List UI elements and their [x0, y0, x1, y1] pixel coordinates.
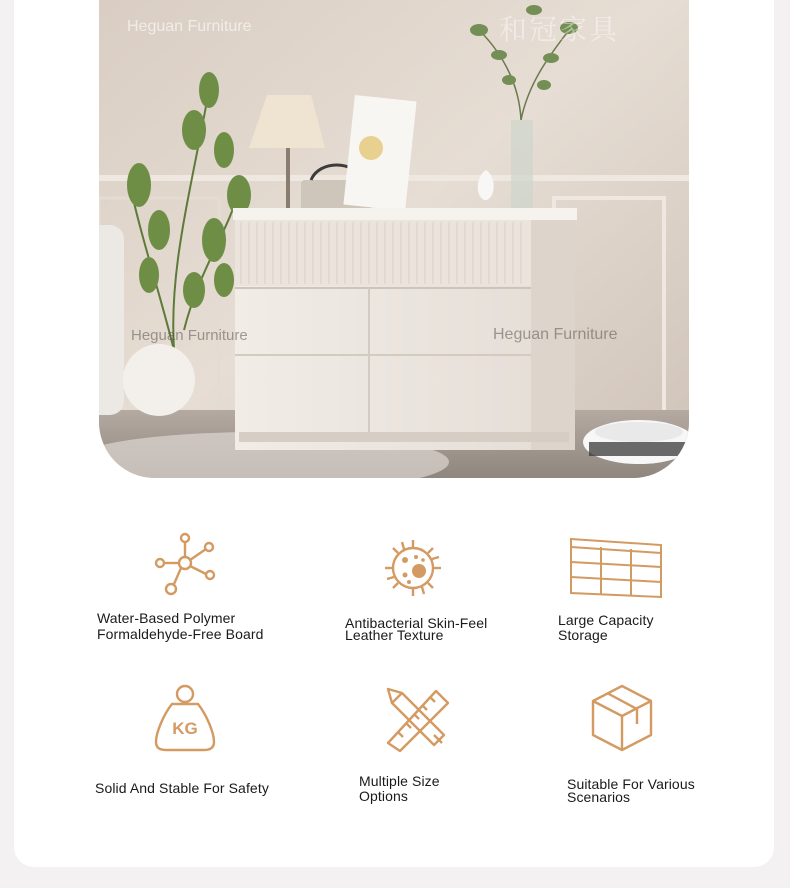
antibacterial-icon: [383, 538, 443, 598]
watermark-mid-left: Heguan Furniture: [131, 327, 248, 344]
feature-label-3: Large Capacity Storage: [558, 612, 654, 643]
dresser-icon: [569, 537, 665, 599]
feature-label-2: Antibacterial Skin-Feel Leather Texture: [345, 615, 488, 643]
svg-text:KG: KG: [172, 719, 198, 738]
product-photo: [99, 0, 689, 478]
ruler-pencil-icon: [384, 685, 452, 753]
cube-icon: [591, 684, 653, 752]
feature-label-6: Suitable For Various Scenarios: [567, 776, 695, 805]
feature-label-4: Solid And Stable For Safety: [95, 780, 269, 796]
dresser-scene-image: [99, 0, 689, 478]
watermark-top-left: Heguan Furniture: [127, 18, 252, 35]
molecule-icon: [154, 532, 216, 596]
watermark-mid-right: Heguan Furniture: [493, 326, 618, 343]
kg-weight-icon: [154, 684, 216, 752]
feature-label-5: Multiple Size Options: [359, 773, 440, 804]
watermark-top-right: 和冠家具: [499, 13, 620, 46]
feature-label-1: Water-Based Polymer Formaldehyde-Free Board: [97, 610, 264, 642]
